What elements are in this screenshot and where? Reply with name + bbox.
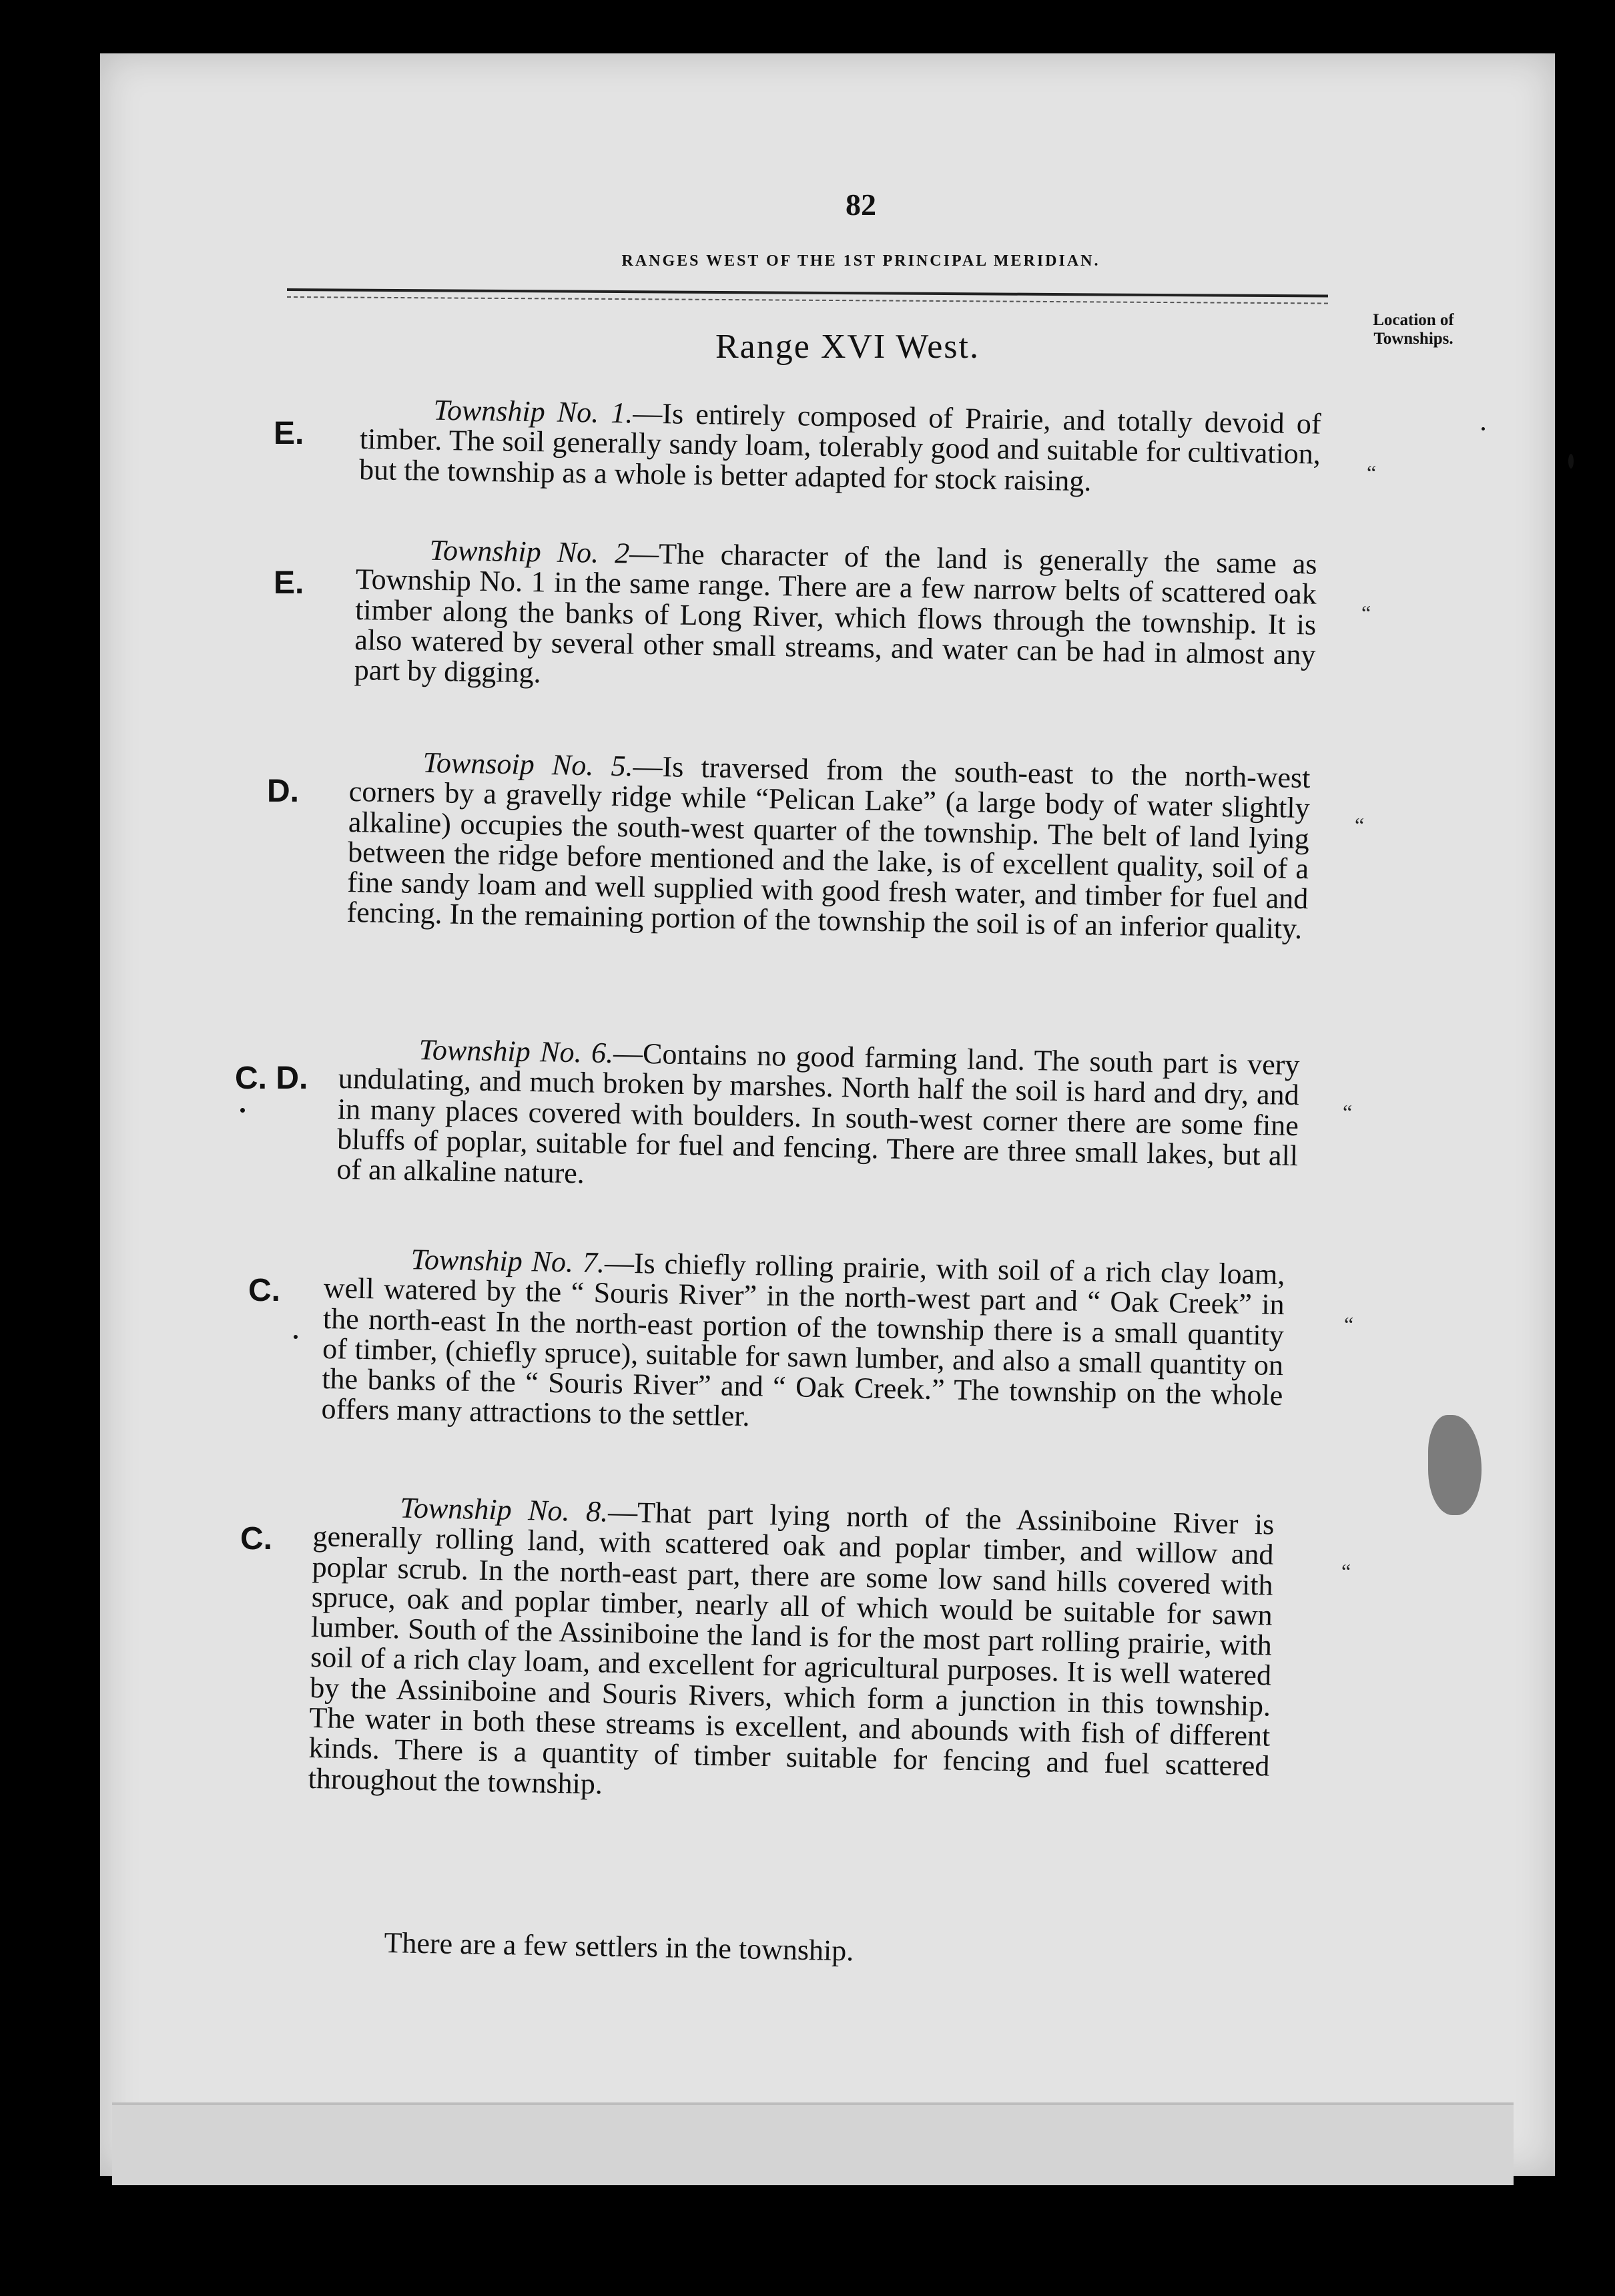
entry-class-label: C. D. — [235, 1061, 308, 1096]
ditto-mark: “ — [1344, 1312, 1354, 1336]
ditto-mark: “ — [1341, 1559, 1351, 1583]
entry-class-label: D. — [267, 774, 299, 809]
scan-speck — [1568, 454, 1574, 469]
entry-lead: Township No. 2 — [429, 533, 630, 570]
entry-lead: Township No. 6. — [418, 1033, 614, 1070]
entry-text: —Is entirely composed of Prairie, and totally devoid of timber. The soil generally sandy loam, tolerably good and suitable for cultivation, but the township as a whole is better adapted for stock raising. — [358, 396, 1321, 497]
range-title: Range XVI West. — [715, 328, 980, 366]
township-entry — [346, 746, 1311, 944]
scan-speck — [1482, 427, 1485, 431]
township-entry — [336, 1033, 1300, 1201]
entry-class-label: C. — [248, 1273, 280, 1308]
entry-text: —The character of the land is generally the same as Township No. 1 in the same range. There are a few narrow belts of scattered oak timber along the banks of Long River, which flows through the township. It is also watered by several other small streams, and water can be had in almost any part by digging. — [354, 537, 1317, 689]
entry-class-label: C. — [240, 1521, 272, 1556]
closing-line: There are a few settlers in the township. — [384, 1926, 854, 1968]
township-entry — [308, 1491, 1274, 1812]
entry-lead: Township No. 8. — [400, 1491, 609, 1528]
ditto-mark: “ — [1361, 601, 1371, 625]
entry-class-label: E. — [274, 416, 304, 451]
page-number: 82 — [846, 188, 876, 222]
ditto-mark: “ — [1367, 461, 1377, 485]
entry-class-label: E. — [274, 565, 304, 601]
entry-text: —Is traversed from the south-east to the north-west corners by a gravelly ridge while “Pelican Lake” (a large body of water slightly alkaline) occupies the south-west quarter of the township. The belt of land lying between the ridge before mentioned and the lake, is of excellent quality, soil of a fine sandy loam and well supplied with good fresh water, and timber for fuel and fencing. In the remaining portion of the township the soil is of an inferior quality. — [346, 750, 1311, 946]
scan-speck — [294, 1335, 298, 1339]
entry-text: —That part lying north of the Assiniboine River is generally rolling land, with scattered oak and poplar timber, and willow and poplar scrub. In the north-east part, there are some low sand hills covered with spruce, oak and poplar timber, nearly all of which would be suitable for sawn lumber. South of the Assiniboine the land is for the most part rolling prairie, with soil of a rich clay loam, and excellent for agricultural purposes. It is well watered by the Assiniboine and Souris Rivers, which form a junction in this township. The water in both these streams is excellent, and abounds with fish of different kinds. There is a quantity of timber suitable for fencing and fuel scattered throughout the township. — [308, 1495, 1275, 1801]
township-entry — [359, 394, 1321, 499]
township-entry — [321, 1243, 1285, 1441]
entry-lead: Township No. 1. — [433, 393, 633, 430]
entry-lead: Township No. 7. — [410, 1243, 605, 1279]
entry-text: —Contains no good farming land. The south part is very undulating, and much broken by marshes. North half the soil is hard and dry, and in many places covered with boulders. In south-west corner there are some fine bluffs of poplar, suitable for fuel and fencing. There are three small lakes, but all of an alkaline nature. — [336, 1037, 1300, 1190]
scan-speck — [240, 1108, 245, 1113]
margin-heading: Location of Townships. — [1373, 311, 1454, 348]
running-head: RANGES WEST OF THE 1ST PRINCIPAL MERIDIAN. — [621, 252, 1100, 270]
entry-text: —Is chiefly rolling prairie, with soil of a rich clay loam, well watered by the “ Souris River” in the north-west part and “ Oak Creek” in the north-east In the north-east portion of the township there is a small quantity of timber, (chiefly spruce), suitable for sawn lumber, and also a small quantity on the banks of the “ Souris River” and “ Oak Creek.” The township on the whole offers many attractions to the settler. — [321, 1246, 1285, 1433]
page-edge-shadow — [112, 2102, 1514, 2185]
township-entry — [354, 534, 1317, 700]
entry-lead: Townsoip No. 5. — [422, 746, 634, 783]
ditto-mark: “ — [1343, 1100, 1353, 1124]
torn-page-edge — [1555, 100, 1615, 1635]
ditto-mark: “ — [1355, 813, 1365, 837]
